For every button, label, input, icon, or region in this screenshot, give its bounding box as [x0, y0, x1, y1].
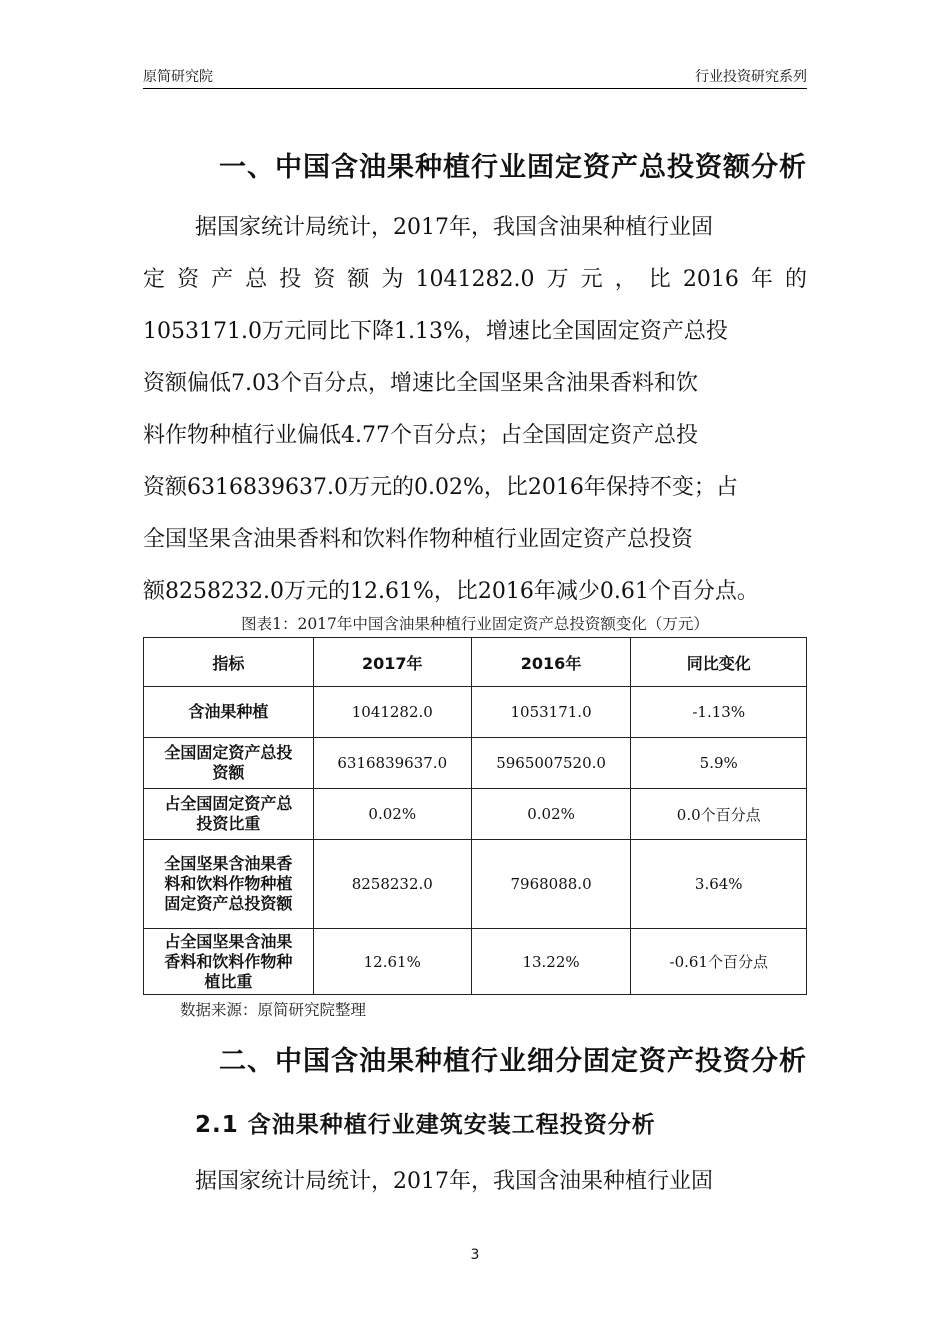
body-line-8: 额8258232.0万元的12.61%，比2016年减少0.61个百分点。 [143, 579, 759, 604]
col-indicator: 指标 [144, 638, 314, 687]
section1-body [143, 202, 807, 618]
cell-2016: 7968088.0 [471, 840, 631, 929]
body-line-1: 据国家统计局统计，2017年，我国含油果种植行业固 [195, 215, 713, 240]
cell-yoy: -0.61个百分点 [631, 929, 807, 995]
table-source: 数据来源：原简研究院整理 [180, 1001, 367, 1019]
row-label: 含油果种植 [144, 687, 314, 738]
cell-2017: 12.61% [313, 929, 471, 995]
table-row [144, 687, 807, 738]
subsection-title: 2.1 含油果种植行业建筑安装工程投资分析 [195, 1112, 656, 1138]
table-caption: 图表1：2017年中国含油果种植行业固定资产总投资额变化（万元） [241, 615, 709, 633]
row-label [144, 738, 314, 789]
body-line-6: 资额6316839637.0万元的0.02%，比2016年保持不变；占 [143, 475, 738, 500]
table-row [144, 789, 807, 840]
table-header-row [144, 638, 807, 687]
body-line: 据国家统计局统计，2017年，我国含油果种植行业固 [195, 1169, 713, 1194]
body-line-4: 资额偏低7.03个百分点，增速比全国坚果含油果香料和饮 [143, 371, 698, 396]
cell-2017: 1041282.0 [313, 687, 471, 738]
header-org: 原简研究院 [143, 69, 213, 85]
section2-title: 二、中国含油果种植行业细分固定资产投资分析 [219, 1046, 807, 1077]
row-label-text: 占全国固定资产总投资比重 [164, 794, 293, 833]
row-label-text: 占全国坚果含油果香料和饮料作物种植比重 [164, 931, 293, 991]
col-yoy: 同比变化 [631, 638, 807, 687]
table-row [144, 929, 807, 995]
body-line-7: 全国坚果含油果香料和饮料作物种植行业固定资产总投资 [143, 527, 694, 552]
cell-2016: 5965007520.0 [471, 738, 631, 789]
row-label-text: 全国坚果含油果香料和饮料作物种植固定资产总投资额 [164, 854, 293, 913]
row-label [144, 929, 314, 995]
row-label [144, 789, 314, 840]
cell-2017: 8258232.0 [313, 840, 471, 929]
body-line-5: 料作物种植行业偏低4.77个百分点；占全国固定资产总投 [143, 423, 698, 448]
cell-2017: 0.02% [313, 789, 471, 840]
section2-body [143, 1156, 807, 1208]
col-2016: 2016年 [471, 638, 631, 687]
row-label [144, 840, 314, 929]
section1-title: 一、中国含油果种植行业固定资产总投资额分析 [219, 152, 807, 183]
col-2017: 2017年 [313, 638, 471, 687]
cell-2016: 13.22% [471, 929, 631, 995]
cell-2017: 6316839637.0 [313, 738, 471, 789]
body-line-2: 定资产总投资额为1041282.0万元，比2016年的 [143, 267, 807, 292]
table-row [144, 840, 807, 929]
page-number: 3 [470, 1247, 480, 1263]
cell-yoy: 0.0个百分点 [631, 789, 807, 840]
cell-2016: 0.02% [471, 789, 631, 840]
cell-yoy: 3.64% [631, 840, 807, 929]
cell-yoy: -1.13% [631, 687, 807, 738]
cell-2016: 1053171.0 [471, 687, 631, 738]
table-row [144, 738, 807, 789]
row-label-text: 全国固定资产总投资额 [164, 743, 293, 782]
cell-yoy: 5.9% [631, 738, 807, 789]
page-header [143, 64, 807, 89]
investment-table [143, 637, 807, 995]
body-line-3: 1053171.0万元同比下降1.13%，增速比全国固定资产总投 [143, 319, 728, 344]
header-series: 行业投资研究系列 [695, 69, 807, 85]
